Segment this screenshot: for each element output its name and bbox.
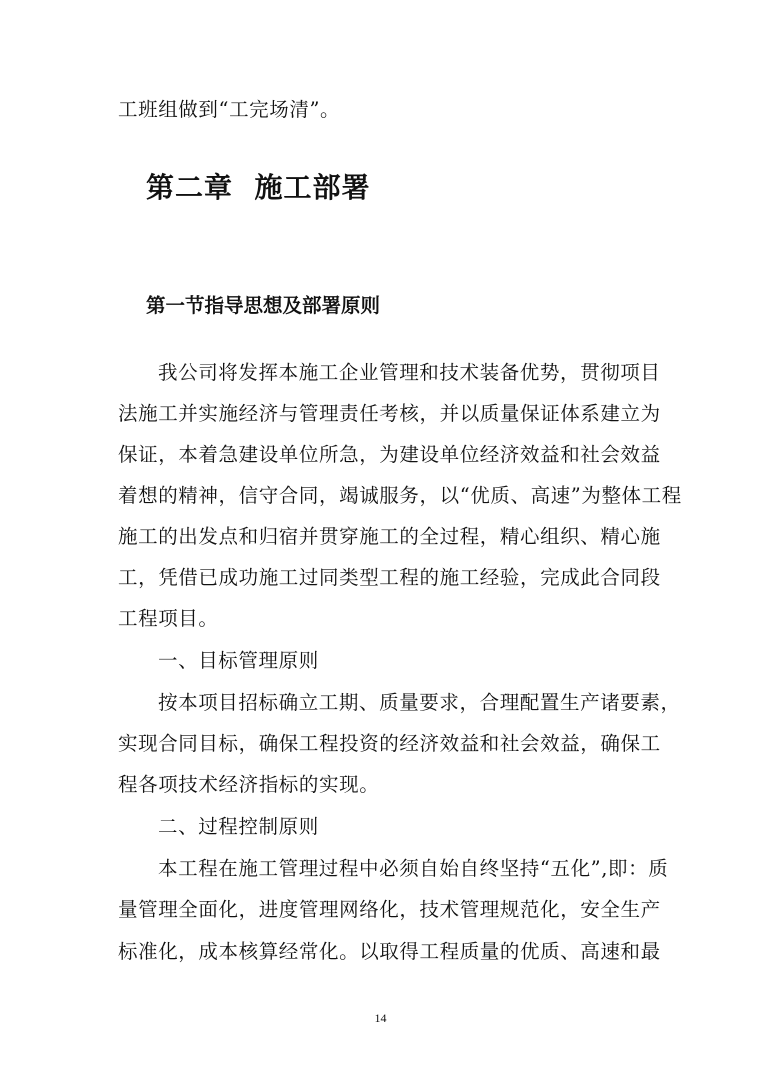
paragraph-line: 标准化，成本核算经常化。以取得工程质量的优质、高速和最 (118, 940, 661, 963)
chapter-title: 第二章 施工部署 (146, 171, 371, 204)
paragraph-line: 工程项目。 (118, 607, 219, 630)
paragraph-line: 按本项目招标确立工期、质量要求，合理配置生产诸要素， (158, 691, 681, 714)
paragraph-line: 工，凭借已成功施工过同类型工程的施工经验，完成此合同段 (118, 566, 661, 589)
paragraph-line: 着想的精神，信守合同，竭诚服务，以“优质、高速”为整体工程 (118, 484, 682, 507)
continuation-text: 工班组做到“工完场清”。 (118, 98, 341, 121)
paragraph-line: 本工程在施工管理过程中必须自始自终坚持“五化”,即：质 (158, 857, 669, 880)
paragraph-line: 程各项技术经济指标的实现。 (118, 773, 380, 796)
paragraph-line: 保证，本着急建设单位所急，为建设单位经济效益和社会效益 (118, 443, 661, 466)
subheading: 一、目标管理原则 (158, 649, 319, 672)
page-number: 14 (374, 1011, 387, 1025)
section-title: 第一节指导思想及部署原则 (146, 294, 381, 317)
paragraph-line: 我公司将发挥本施工企业管理和技术装备优势，贯彻项目 (158, 361, 661, 384)
paragraph-line: 法施工并实施经济与管理责任考核，并以质量保证体系建立为 (118, 402, 661, 425)
subheading: 二、过程控制原则 (158, 815, 319, 838)
paragraph-line: 施工的出发点和归宿并贯穿施工的全过程，精心组织、精心施 (118, 525, 661, 548)
paragraph-line: 实现合同目标，确保工程投资的经济效益和社会效益，确保工 (118, 732, 661, 755)
paragraph-line: 量管理全面化，进度管理网络化，技术管理规范化，安全生产 (118, 898, 661, 921)
